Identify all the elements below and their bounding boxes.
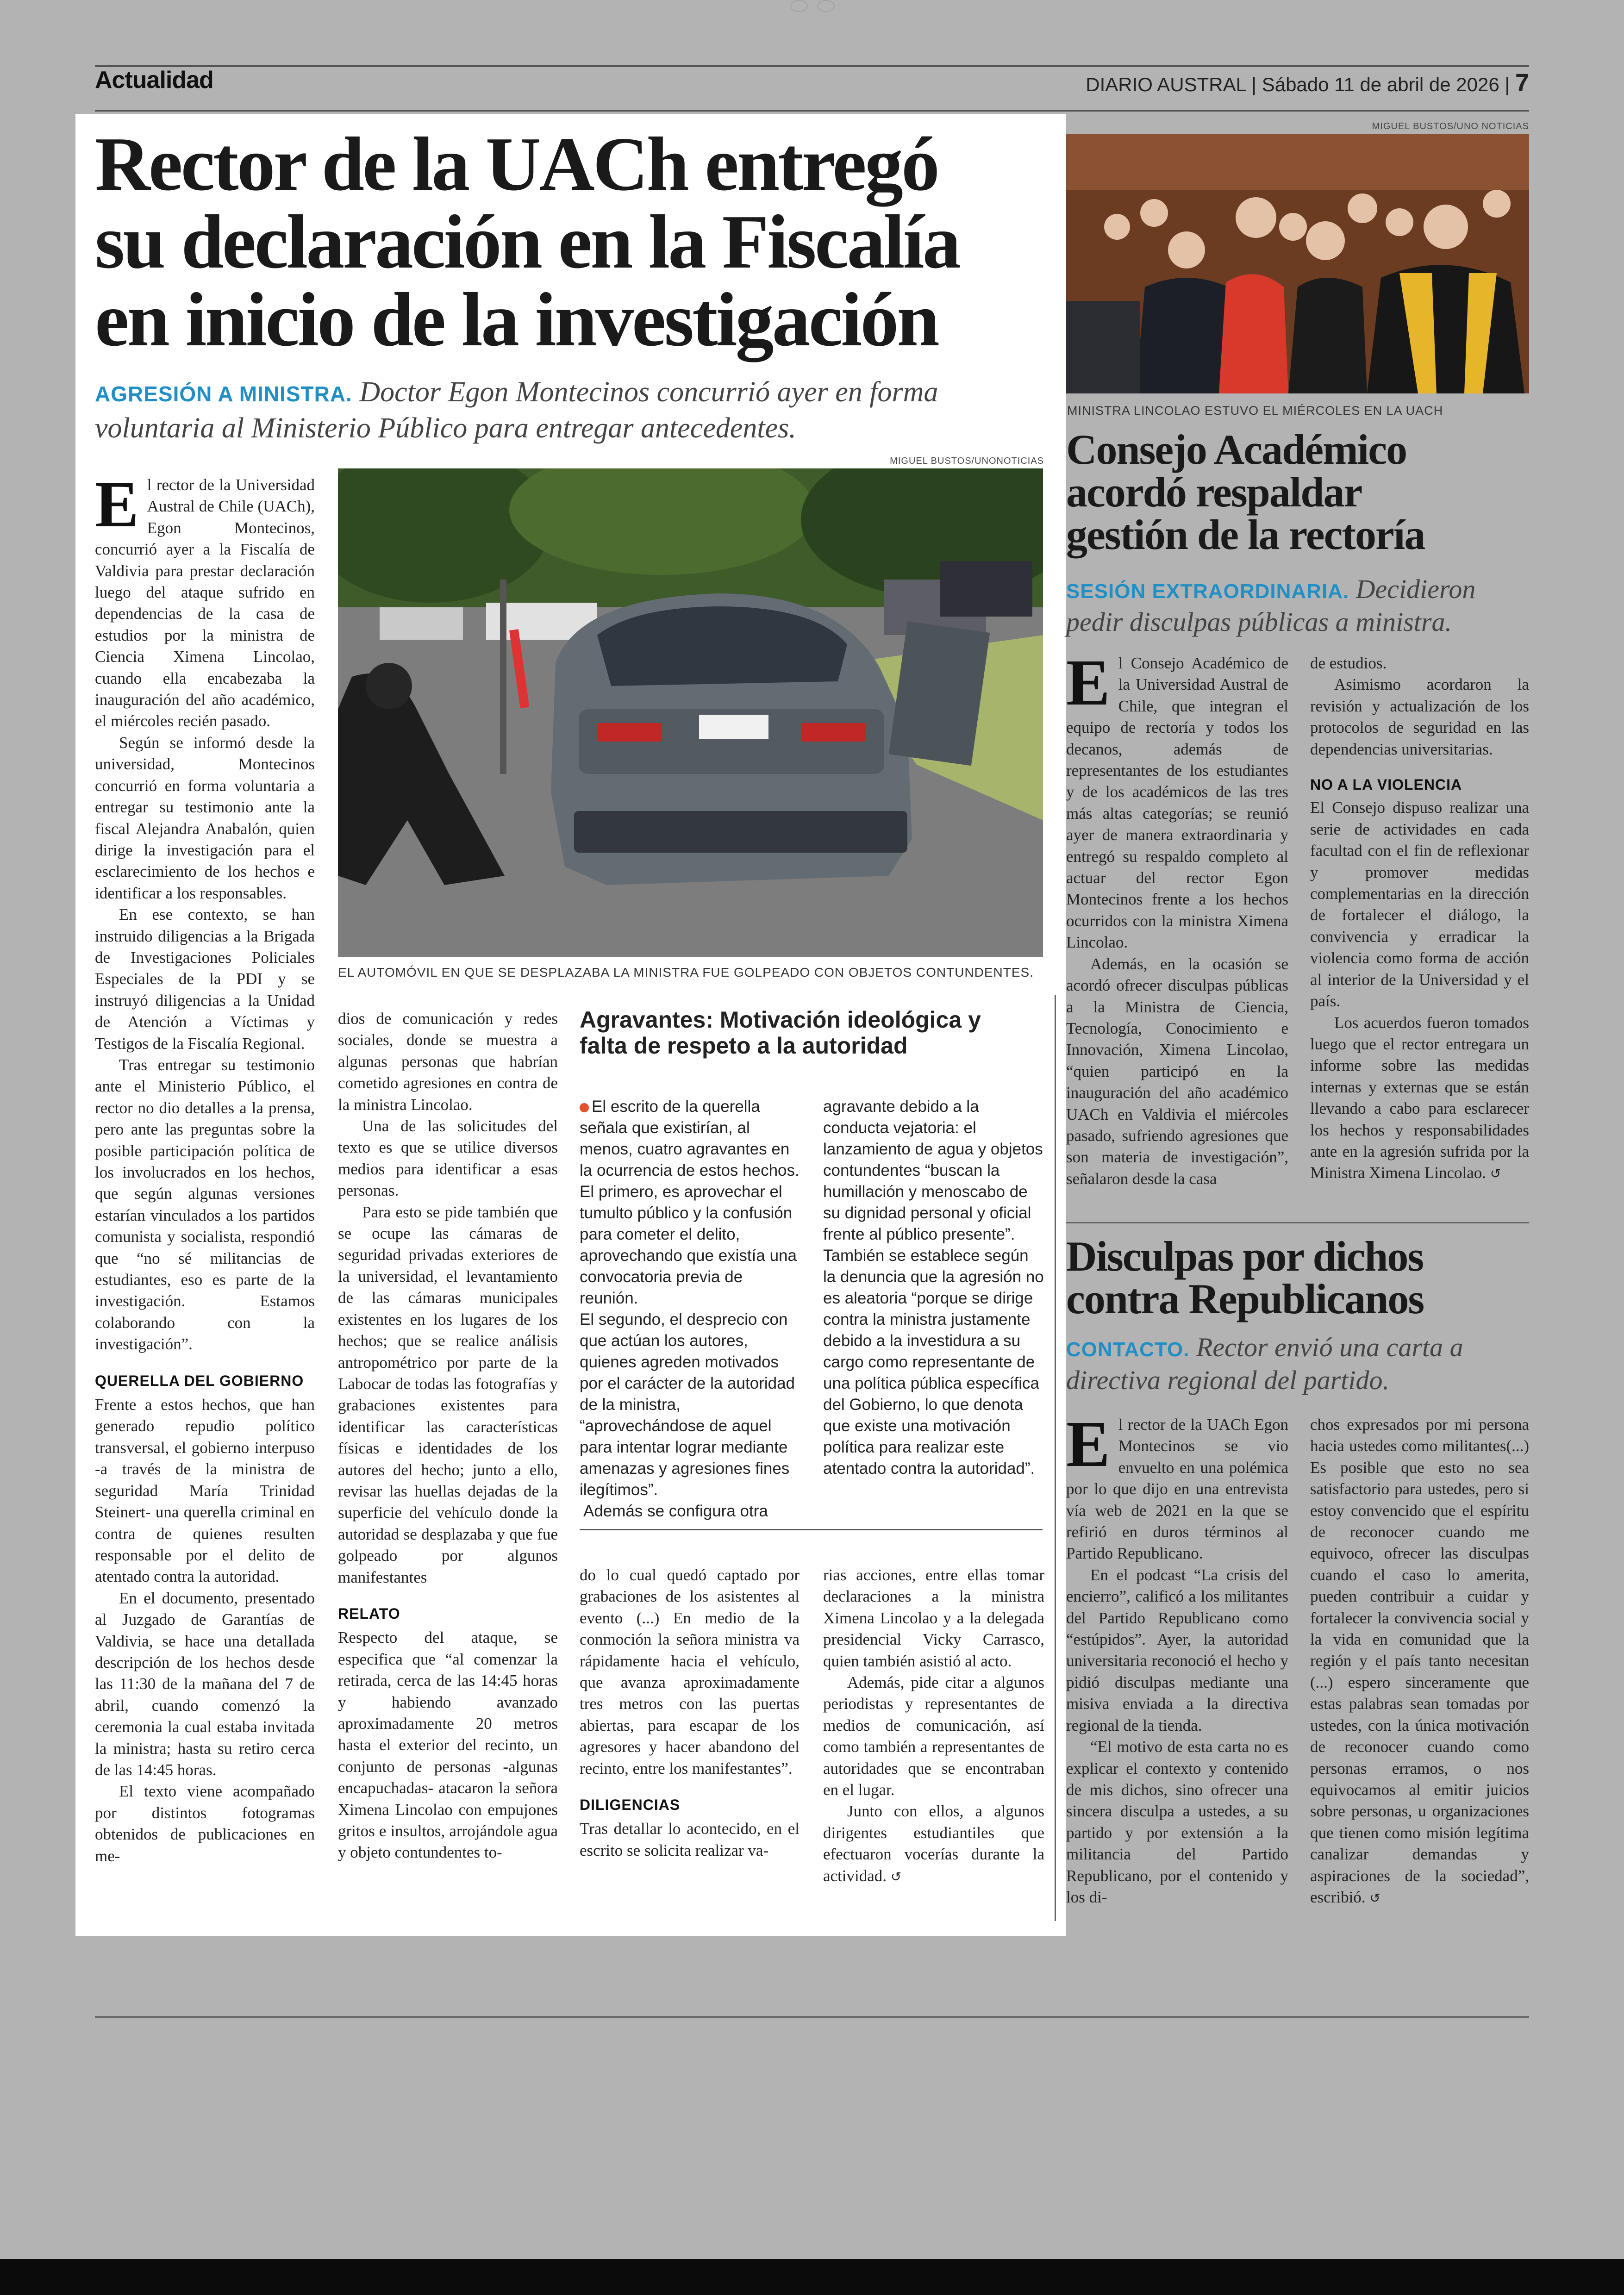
paragraph: Tras entregar su testimonio ante el Ministerio Público, el rector no dio detalles a la prensa, pero ante las preguntas sobre la posible participación política de los involucrados en los hechos, que según algunas versiones estarían vinculados a los partidos comunista y socialista, respondió que “no sé militancias de estudiantes, eso es parte de la investigación. Estamos colaborando con la investigación”. (95, 1055, 315, 1353)
footer-rule (95, 2016, 1529, 2018)
side-photo-caption: MINISTRA LINCOLAO ESTUVO EL MIÉRCOLES EN LA UACH (1067, 404, 1443, 418)
subhead-violencia: NO A LA VIOLENCIA (1310, 776, 1462, 793)
paragraph: El texto viene acompañado por distintos fotogramas obtenidos de publicaciones en me- (95, 1782, 315, 1865)
subhead-relato: RELATO (338, 1605, 400, 1622)
main-deck-text: Doctor Egon Montecinos concurrió ayer en forma voluntaria al Ministerio Público para entregar antecedentes. (95, 376, 938, 444)
box-title: Agravantes: Motivación ideológica y falta de respeto a la autoridad (580, 1007, 981, 1059)
side-kicker-2: CONTACTO. (1066, 1338, 1190, 1361)
paragraph: Los acuerdos fueron tomados luego que el rector entregara un informe sobre las medidas internas y externas que se están llevando a cabo para esclarecer los hechos y responsabilidades ante en la agresión sufrida por la Ministra Ximena Lincolao. (1310, 1013, 1529, 1182)
main-photo (338, 468, 1043, 957)
ceremony-photo-illustration (1066, 134, 1529, 393)
side-photo-credit: MIGUEL BUSTOS/UNO NOTICIAS (1372, 121, 1529, 131)
paragraph: Tras detallar lo acontecido, en el escrito se solicita realizar va- (580, 1820, 800, 1859)
paragraph: En ese contexto, se han instruido diligencias a la Brigada de Investigaciones Policiales Especiales de la PDI y se instruyó diligencias a la Unidad de Atención a Víctimas y Testigos de la Fiscalía Regional. (95, 905, 315, 1053)
paragraph: rias acciones, entre ellas tomar declaraciones a la ministra Ximena Lincolao y a la delegada presidencial Vicky Carrasco, quien también asistió al acto. (823, 1566, 1044, 1670)
paragraph: l rector de la UACh Egon Montecinos se vio envuelto en una polémica por lo que dijo en una entrevista vía web de 2021 en la que se refirió en duros términos al Partido Republicano. (1066, 1416, 1288, 1563)
box-paragraph: El escrito de la querella señala que existirían, al menos, cuatro agravantes en la ocurrencia de estos hechos. (580, 1098, 800, 1179)
side1-col-2 (1310, 653, 1529, 1185)
page-indicator (782, 0, 843, 14)
folio-separator: | (1251, 74, 1257, 95)
paragraph: de estudios. (1310, 654, 1387, 672)
paragraph: l Consejo Académico de la Universidad Austral de Chile, que integran el equipo de rectoría y todos los decanos, además de representantes de los estudiantes y de los académicos de las tres más altas categorías; se reunió ayer de manera extraordinaria y entregó su respaldo completo al actuar del rector Egon Montecinos frente a los hechos ocurridos con la ministra Ximena Lincolao. (1066, 654, 1288, 952)
bullet-icon (580, 1103, 589, 1112)
paragraph: Para esto se pide también que se ocupe las cámaras de seguridad privadas exteriores de la universidad, el levantamiento de las cámaras municipales existentes en los lugares de los hechos; que se realice análisis antropométrico por parte de la Labocar de todas las fotografías y grabaciones existentes para identificar las características físicas e identidades de los autores del hecho; junto a ello, revisar las huellas dejadas de la superficie del vehículo donde la autoridad se desplazaba y que fue golpeado por algunos manifestantes (338, 1203, 558, 1586)
header-bottom-rule (95, 110, 1529, 112)
paragraph: Además, en la ocasión se acordó ofrecer disculpas públicas a la Ministra de Ciencia, Tecnología, Conocimiento e Innovación, Ximena Lincolao, “quien participó en la inauguración del año académico UACh en Valdivia el miércoles pasado, sufriendo agresiones que son materia de investigación”, señalaron desde la casa (1066, 954, 1288, 1188)
car-photo-illustration (338, 468, 1043, 957)
paragraph: El Consejo dispuso realizar una serie de actividades en cada facultad con el fin de reflexionar y promover medidas complementarias en la dirección de fortalecer el diálogo, la convivencia y erradicar la violencia como forma de acción al interior de la Universidad y el país. (1310, 798, 1529, 1010)
main-col-1 (95, 468, 315, 1867)
side-photo (1066, 134, 1529, 393)
paragraph: En el documento, presentado al Juzgado de Garantías de Valdivia, se hace una detallada descripción de los hechos desde las 11:30 de la mañana del 7 de abril, cuando comenzó la ceremonia la cual estaba invitada la ministra; hasta su retiro cerca de las 14:45 horas. (95, 1589, 315, 1779)
side-deck-1 (1066, 574, 1529, 637)
main-col-4 (823, 1565, 1044, 1888)
side-headline-2: Disculpas por dichos contra Republicanos (1066, 1233, 1424, 1322)
page-dot (790, 0, 808, 12)
section-label: Actualidad (95, 67, 213, 94)
side1-col-1 (1066, 646, 1288, 1190)
main-kicker: AGRESIÓN A MINISTRA. (95, 382, 352, 406)
side2-col-2 (1310, 1414, 1529, 1909)
page-dot (817, 0, 835, 12)
paragraph: “El motivo de esta carta no es explicar el contexto y contenido de mis dichos, sino ofrecer una sincera disculpa a ustedes, a su partido y por extensión a la militancia del Partido Republicano, por el contenido y los di- (1066, 1738, 1288, 1906)
box-paragraph: El segundo, el desprecio con que actúan los autores, quienes agreden motivados por el carácter de la autoridad de la ministra, “aprovechándose de aquel para intentar lograr mediante amenazas y agresiones fines ilegítimos”. (580, 1310, 795, 1499)
main-deck (95, 375, 1039, 445)
side-kicker-1: SESIÓN EXTRAORDINARIA. (1066, 580, 1349, 603)
side-deck-2 (1066, 1332, 1529, 1396)
paragraph: Una de las solicitudes del texto es que se utilice diversos medios para identificar a esas personas. (338, 1117, 558, 1200)
main-col-3 (580, 1565, 800, 1861)
subhead-diligencias: DILIGENCIAS (580, 1796, 681, 1814)
paragraph: do lo cual quedó captado por grabaciones de los asistentes al evento (...) En medio de la conmoción la señora ministra va rápidamente hacia el vehículo, que avanza aproximadamente tres metros con las puertas abiertas, para escapar de los agresores y hacer abandono del recinto, entre los manifestantes”. (580, 1566, 800, 1777)
box-paragraph: El primero, es aprovechar el tumulto público y la confusión para cometer el delito, aprovechando que existía una convocatoria previa de reunión. (580, 1183, 797, 1307)
end-mark-icon: ↺ (1490, 1166, 1501, 1182)
box-bottom-rule (580, 1529, 1043, 1530)
paragraph: Asimismo acordaron la revisión y actualización de los protocolos de seguridad en las dependencias universitarias. (1310, 675, 1529, 758)
paragraph: Además, pide citar a algunos periodistas y representantes de medios de comunicación, así como también a representantes de autoridades que se encontraban en el lugar. (823, 1673, 1044, 1799)
paragraph: Respecto del ataque, se especifica que “al comenzar la retirada, cerca de las 14:45 horas y habiendo avanzado aproximadamente 20 metros hasta el exterior del recinto, un conjunto de personas -algunas encapuchadas- atacaron la señora Ximena Lincolao con empujones gritos e insultos, arrojándole agua y objeto contundentes to- (338, 1628, 558, 1862)
folio (1086, 69, 1529, 97)
end-mark-icon: ↺ (890, 1869, 902, 1884)
paragraph: Según se informó desde la universidad, Montecinos concurrió en forma voluntaria a entregar su testimonio ante la fiscal Alejandra Anabalón, quien dirige la investigación para el esclarecimiento de los hechos e identificar a los responsables. (95, 733, 315, 902)
paragraph: Frente a estos hechos, que han generado repudio político transversal, el gobierno interpuso -a través de la ministra de seguridad María Trinidad Steinert- una querella criminal en contra de quienes resulten responsable por el delito de atentado contra la autoridad. (95, 1396, 315, 1586)
paragraph: Junto con ellos, a algunos dirigentes estudiantiles que efectuaron vocerías durante la actividad. (823, 1802, 1044, 1885)
side2-col-1 (1066, 1407, 1288, 1908)
bottom-bar (0, 2259, 1624, 2295)
paragraph: chos expresados por mi persona hacia ustedes como militantes(...) Es posible que esto no sea satisfactorio para ustedes, pero si estoy convencido que el espíritu de reconocer cuando me equivoco, ofrecer las disculpas cuando el caso lo amerita, pueden contribuir a cuidar y fortalecer la convivencia social y la vida en comunidad que la región y el país tanto necesitan (...) espero sinceramente que estas palabras sean tomadas por ustedes, con la única motivación de reconocer cuando como personas erramos, o nos equivocamos al emitir juicios sobre personas, u organizaciones que tienen como misión legítima canalizar demandas y aspiraciones de la sociedad”, escribió. (1310, 1416, 1529, 1906)
side-deck-2-text: Rector envió una carta a directiva regional del partido. (1066, 1332, 1463, 1395)
main-col-2 (338, 1008, 558, 1864)
page-number: 7 (1515, 69, 1529, 97)
paragraph: dios de comunicación y redes sociales, donde se muestra a algunas personas que habrían cometido agresiones en contra de la ministra Lincolao. (338, 1010, 558, 1114)
main-photo-caption: EL AUTOMÓVIL EN QUE SE DESPLAZABA LA MINISTRA FUE GOLPEADO CON OBJETOS CONTUNDENTES. (338, 965, 1034, 979)
main-photo-credit: MIGUEL BUSTOS/UNONOTICIAS (890, 456, 1044, 466)
header-top-rule (95, 65, 1529, 67)
issue-date: Sábado 11 de abril de 2026 (1262, 74, 1499, 95)
subhead-querella: QUERELLA DEL GOBIERNO (95, 1372, 304, 1389)
box-paragraph: Además se configura otra (583, 1502, 768, 1520)
box-paragraph: También se establece según la denuncia que la agresión no es aleatoria “porque se dirige contra la ministra justamente debido a la investidura a su cargo como representante de una política pública específica del Gobierno, lo que denota que existe una motivación política para realizar este atentado contra la autoridad”. (823, 1247, 1044, 1478)
end-mark-icon: ↺ (1369, 1890, 1380, 1906)
box-col-a (580, 1096, 800, 1522)
box-paragraph: agravante debido a la conducta vejatoria: el lanzamiento de agua y objetos contundentes “buscan la humillación y menoscabo de su dignidad personal y oficial frente al público presente”. (823, 1098, 1043, 1243)
drop-cap: E (95, 468, 139, 541)
paragraph: En el podcast “La crisis del encierro”, calificó a los militantes del Partido Republicano como “estúpidos”. Ayer, la autoridad universitaria reconoció el hecho y pidió disculpas mediante una misiva enviada a la directiva regional de la tienda. (1066, 1565, 1288, 1734)
side-article-divider (1066, 1222, 1529, 1223)
drop-cap: E (1066, 646, 1110, 719)
column-divider (1055, 995, 1056, 1921)
newspaper-name: DIARIO AUSTRAL (1086, 74, 1246, 95)
folio-separator: | (1505, 74, 1510, 95)
side-deck-1-text: Decidieron pedir disculpas públicas a ministra. (1066, 574, 1476, 637)
side-headline-1: Consejo Académico acordó respaldar gestión de la rectoría (1066, 426, 1425, 558)
drop-cap: E (1066, 1407, 1110, 1480)
main-headline: Rector de la UACh entregó su declaración en la Fiscalía en inicio de la investigación (95, 121, 959, 362)
paragraph: l rector de la Universidad Austral de Chile (UACh), Egon Montecinos, concurrió ayer a la Fiscalía de Valdivia para prestar declaración luego del ataque sufrido en dependencias de la casa de estudios por la ministra de Ciencia Ximena Lincolao, cuando ella encabezaba la inauguración del año académico, el miércoles recién pasado. (95, 476, 315, 730)
box-col-b (823, 1096, 1044, 1479)
